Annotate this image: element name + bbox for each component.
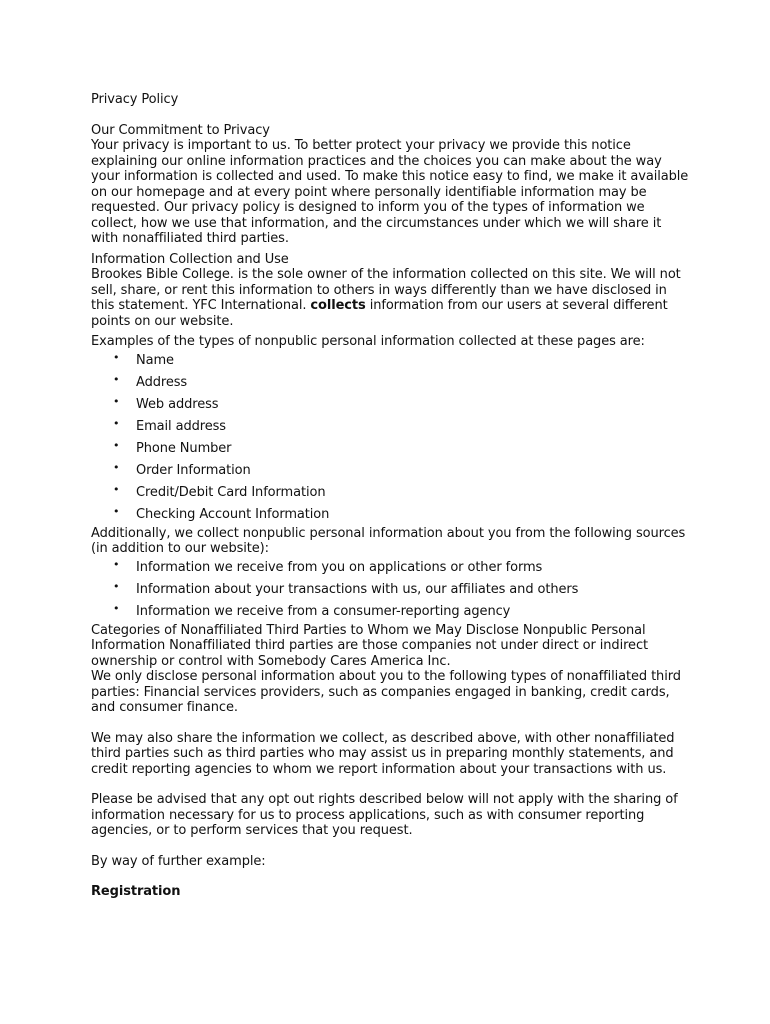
opt-out-paragraph: Please be advised that any opt out rights described below will not apply with the sharing of information necessary for us to process applications, such as with consumer reporting agencies, or to perform services that you request. bbox=[91, 792, 678, 838]
list-item bbox=[91, 460, 691, 482]
list-item bbox=[91, 482, 691, 504]
list-item-text: Checking Account Information bbox=[136, 506, 330, 522]
list-item-text: Order Information bbox=[136, 462, 251, 478]
list-item-text: Information we receive from a consumer-reporting agency bbox=[136, 603, 511, 619]
list-item-text: Web address bbox=[136, 396, 219, 412]
bullet-icon: • bbox=[113, 557, 120, 571]
bullet-icon: • bbox=[113, 372, 120, 386]
registration-heading: Registration bbox=[91, 884, 181, 899]
examples-intro: Examples of the types of nonpublic personal information collected at these pages are: bbox=[91, 334, 645, 349]
collection-body bbox=[91, 267, 691, 329]
sources-list bbox=[91, 557, 691, 623]
collection-body-bold: collects bbox=[310, 298, 366, 313]
document-title: Privacy Policy bbox=[91, 92, 179, 107]
examples-list bbox=[91, 350, 691, 526]
bullet-icon: • bbox=[113, 438, 120, 452]
collection-body-text-1: Brookes Bible College. is the sole owner of the information collected on this site. We will not sell, share, or rent this information to others in ways differently than we have disclosed in this statement. YFC International. bbox=[91, 267, 681, 313]
list-item bbox=[91, 601, 691, 623]
commitment-heading: Our Commitment to Privacy bbox=[91, 122, 270, 138]
bullet-icon: • bbox=[113, 482, 120, 496]
bullet-icon: • bbox=[113, 504, 120, 518]
list-item bbox=[91, 416, 691, 438]
bullet-icon: • bbox=[113, 460, 120, 474]
disclose-paragraph: We only disclose personal information about you to the following types of nonaffiliated third parties: Financial services providers, such as companies engaged in banking, credit cards, and consumer finance. bbox=[91, 669, 681, 715]
collection-body-text-2: information from our users at several different points on our website. bbox=[91, 298, 668, 329]
sources-intro: Additionally, we collect nonpublic personal information about you from the following sources (in addition to our website): bbox=[91, 525, 686, 556]
list-item bbox=[91, 579, 691, 601]
list-item-text: Phone Number bbox=[136, 440, 232, 456]
bullet-icon: • bbox=[113, 350, 120, 364]
list-item bbox=[91, 438, 691, 460]
bullet-icon: • bbox=[113, 394, 120, 408]
list-item bbox=[91, 557, 691, 579]
document-page bbox=[91, 92, 691, 900]
bullet-icon: • bbox=[113, 601, 120, 615]
commitment-body: Your privacy is important to us. To better protect your privacy we provide this notice explaining our online information practices and the choices you can make about the way your information is collected and used. To make this notice easy to find, we make it available on our homepage and at every point where personally identifiable information may be requested. Our privacy policy is designed to inform you of the types of information we collect, how we use that information, and the circumstances under which we will share it with nonaffiliated third parties. bbox=[91, 138, 689, 246]
list-item-text: Address bbox=[136, 374, 188, 390]
list-item bbox=[91, 350, 691, 372]
list-item-text: Information about your transactions with us, our affiliates and others bbox=[136, 581, 579, 597]
list-item bbox=[91, 372, 691, 394]
share-paragraph: We may also share the information we collect, as described above, with other nonaffiliated third parties such as third parties who may assist us in preparing monthly statements, and credit reporting agencies to whom we report information about your transactions with us. bbox=[91, 730, 675, 777]
list-item-text: Credit/Debit Card Information bbox=[136, 484, 326, 500]
list-item-text: Email address bbox=[136, 418, 226, 434]
list-item-text: Name bbox=[136, 352, 174, 368]
bullet-icon: • bbox=[113, 416, 120, 430]
bullet-icon: • bbox=[113, 579, 120, 593]
further-example-text: By way of further example: bbox=[91, 853, 266, 869]
collection-heading: Information Collection and Use bbox=[91, 251, 289, 267]
list-item-text: Information we receive from you on applications or other forms bbox=[136, 559, 543, 575]
list-item bbox=[91, 504, 691, 526]
list-item bbox=[91, 394, 691, 416]
categories-paragraph: Categories of Nonaffiliated Third Parties to Whom we May Disclose Nonpublic Personal Information Nonaffiliated third parties are those companies not under direct or indirect ownership or control with Somebody Cares America Inc. bbox=[91, 622, 648, 669]
